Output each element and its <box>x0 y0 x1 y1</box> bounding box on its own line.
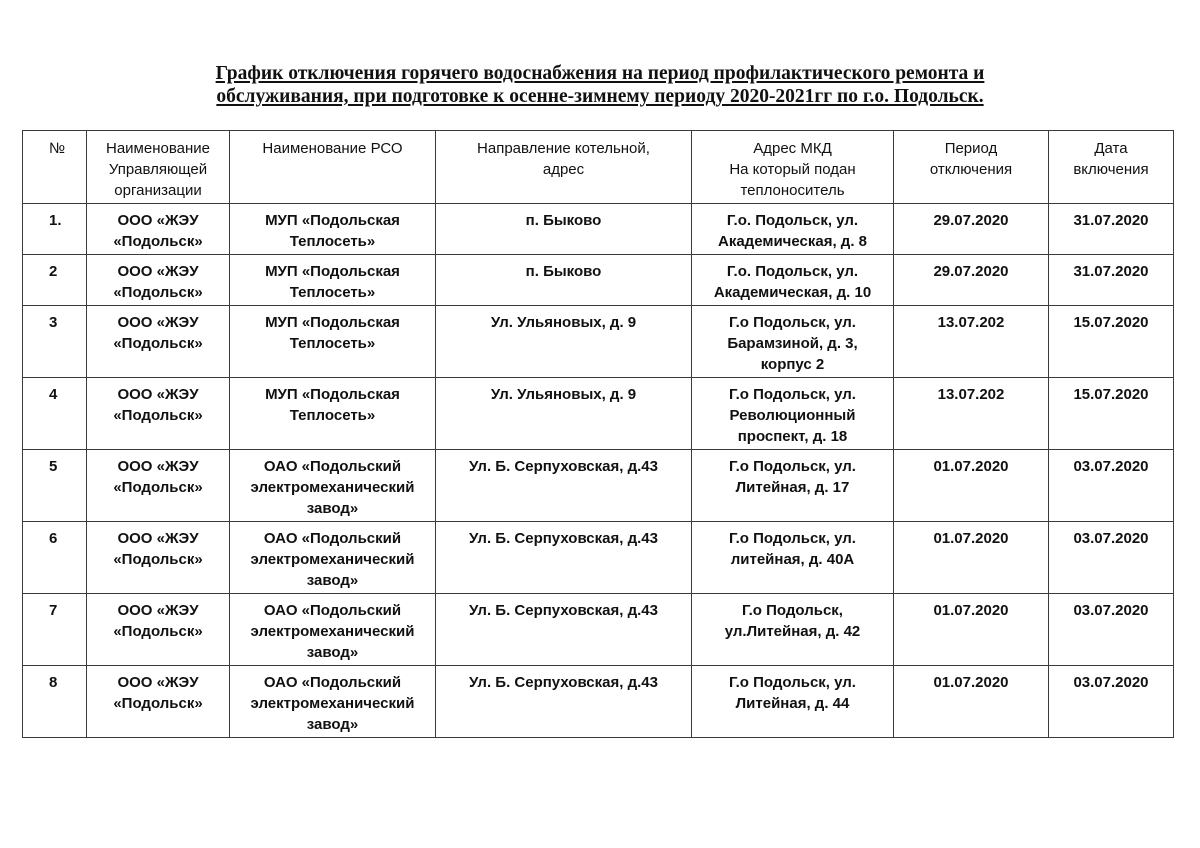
cell-line: Дата <box>1094 140 1128 157</box>
cell-line: литейная, д. 40А <box>730 551 855 568</box>
cell-line: завод» <box>306 572 359 589</box>
cell-line: Г.о Подольск, ул. <box>729 458 856 475</box>
cell-line: МУП «Подольская <box>265 263 400 280</box>
cell-date: 03.07.2020 <box>1049 666 1174 738</box>
cell-boiler <box>436 306 692 378</box>
cell-line: Наименование <box>106 140 210 157</box>
cell-line: Ул. Б. Серпуховская, д.43 <box>469 458 658 475</box>
cell-line: электромеханический <box>250 551 415 568</box>
table-header-row <box>23 131 1174 204</box>
cell-line: ОАО «Подольский <box>263 458 402 475</box>
cell-line: Ул. Ульяновых, д. 9 <box>490 314 637 331</box>
cell-address <box>692 594 894 666</box>
header-org <box>87 131 230 204</box>
cell-line: завод» <box>306 716 359 733</box>
cell-line: ул.Литейная, д. 42 <box>724 623 861 640</box>
cell-address <box>692 378 894 450</box>
cell-line: Г.о Подольск, <box>742 602 843 619</box>
cell-line: Направление котельной, <box>477 140 650 157</box>
cell-address <box>692 204 894 255</box>
cell-line: ООО «ЖЭУ <box>117 458 199 475</box>
cell-line: Академическая, д. 10 <box>713 284 872 301</box>
cell-date: 31.07.2020 <box>1049 204 1174 255</box>
cell-line: МУП «Подольская <box>265 314 400 331</box>
cell-line: организации <box>114 182 202 199</box>
cell-rso <box>230 450 436 522</box>
table-row <box>23 255 1174 306</box>
cell-rso <box>230 255 436 306</box>
table-row <box>23 204 1174 255</box>
cell-num: 5 <box>23 450 87 522</box>
cell-line: На который подан <box>729 161 856 178</box>
cell-org <box>87 594 230 666</box>
cell-line: Г.о. Подольск, ул. <box>726 212 859 229</box>
table-row <box>23 666 1174 738</box>
cell-line: МУП «Подольская <box>265 212 400 229</box>
cell-org <box>87 306 230 378</box>
cell-line: «Подольск» <box>113 284 203 301</box>
cell-line: электромеханический <box>250 695 415 712</box>
cell-num: 4 <box>23 378 87 450</box>
cell-line: «Подольск» <box>113 233 203 250</box>
cell-rso <box>230 666 436 738</box>
cell-line: п. Быково <box>525 212 602 229</box>
cell-date: 03.07.2020 <box>1049 522 1174 594</box>
cell-line: Г.о Подольск, ул. <box>729 314 856 331</box>
cell-line: Барамзиной, д. 3, <box>727 335 858 352</box>
cell-line: «Подольск» <box>113 479 203 496</box>
cell-boiler <box>436 594 692 666</box>
table-row <box>23 450 1174 522</box>
table-body <box>23 204 1174 738</box>
cell-num: 3 <box>23 306 87 378</box>
cell-line: отключения <box>929 161 1013 178</box>
cell-line: ООО «ЖЭУ <box>117 263 199 280</box>
cell-num: 6 <box>23 522 87 594</box>
cell-org <box>87 522 230 594</box>
header-address <box>692 131 894 204</box>
cell-num: 7 <box>23 594 87 666</box>
cell-line: Адрес МКД <box>753 140 832 157</box>
header-rso <box>230 131 436 204</box>
cell-line: «Подольск» <box>113 551 203 568</box>
cell-line: № <box>49 140 66 157</box>
header-boiler <box>436 131 692 204</box>
header-num <box>23 131 87 204</box>
cell-org <box>87 378 230 450</box>
cell-line: Наименование РСО <box>262 140 403 157</box>
cell-line: Литейная, д. 17 <box>735 479 850 496</box>
cell-line: Г.о Подольск, ул. <box>729 386 856 403</box>
cell-line: ООО «ЖЭУ <box>117 212 199 229</box>
cell-num: 8 <box>23 666 87 738</box>
cell-line: ОАО «Подольский <box>263 674 402 691</box>
cell-address <box>692 450 894 522</box>
cell-address <box>692 255 894 306</box>
cell-line: Период <box>944 140 998 157</box>
header-date <box>1049 131 1174 204</box>
cell-boiler <box>436 522 692 594</box>
cell-line: ОАО «Подольский <box>263 602 402 619</box>
cell-num: 1. <box>23 204 87 255</box>
cell-line: ООО «ЖЭУ <box>117 674 199 691</box>
cell-date: 15.07.2020 <box>1049 306 1174 378</box>
document-title <box>60 62 1140 108</box>
cell-date: 15.07.2020 <box>1049 378 1174 450</box>
cell-period: 13.07.202 <box>894 306 1049 378</box>
schedule-table <box>22 130 1174 738</box>
cell-line: корпус 2 <box>760 356 825 373</box>
cell-period: 29.07.2020 <box>894 255 1049 306</box>
cell-line: «Подольск» <box>113 623 203 640</box>
cell-address <box>692 522 894 594</box>
cell-line: ООО «ЖЭУ <box>117 314 199 331</box>
cell-line: Ул. Б. Серпуховская, д.43 <box>469 674 658 691</box>
cell-line: проспект, д. 18 <box>737 428 848 445</box>
cell-period: 29.07.2020 <box>894 204 1049 255</box>
cell-date: 03.07.2020 <box>1049 594 1174 666</box>
cell-period: 01.07.2020 <box>894 666 1049 738</box>
cell-line: Ул. Ульяновых, д. 9 <box>490 386 637 403</box>
cell-line: «Подольск» <box>113 407 203 424</box>
cell-address <box>692 666 894 738</box>
cell-num: 2 <box>23 255 87 306</box>
cell-line: «Подольск» <box>113 695 203 712</box>
cell-line: Теплосеть» <box>289 233 376 250</box>
cell-line: Г.о Подольск, ул. <box>729 674 856 691</box>
cell-period: 13.07.202 <box>894 378 1049 450</box>
cell-boiler <box>436 204 692 255</box>
cell-line: ОАО «Подольский <box>263 530 402 547</box>
cell-org <box>87 450 230 522</box>
title-line-1: График отключения горячего водоснабжения на период профилактического ремонта и <box>215 63 985 84</box>
cell-line: Теплосеть» <box>289 284 376 301</box>
cell-line: адрес <box>542 161 585 178</box>
cell-line: ООО «ЖЭУ <box>117 602 199 619</box>
cell-boiler <box>436 666 692 738</box>
title-line-2: обслуживания, при подготовке к осенне-зимнему периоду 2020-2021гг по г.о. Подольск. <box>216 86 984 107</box>
cell-period: 01.07.2020 <box>894 450 1049 522</box>
cell-line: Г.о Подольск, ул. <box>729 530 856 547</box>
cell-line: ООО «ЖЭУ <box>117 530 199 547</box>
cell-date: 31.07.2020 <box>1049 255 1174 306</box>
cell-line: Теплосеть» <box>289 407 376 424</box>
cell-rso <box>230 306 436 378</box>
cell-line: «Подольск» <box>113 335 203 352</box>
cell-rso <box>230 594 436 666</box>
cell-line: электромеханический <box>250 479 415 496</box>
cell-period: 01.07.2020 <box>894 522 1049 594</box>
cell-rso <box>230 378 436 450</box>
cell-address <box>692 306 894 378</box>
cell-line: ООО «ЖЭУ <box>117 386 199 403</box>
cell-line: завод» <box>306 500 359 517</box>
cell-line: Ул. Б. Серпуховская, д.43 <box>469 602 658 619</box>
cell-line: электромеханический <box>250 623 415 640</box>
cell-rso <box>230 522 436 594</box>
cell-rso <box>230 204 436 255</box>
cell-line: Ул. Б. Серпуховская, д.43 <box>469 530 658 547</box>
table-row <box>23 306 1174 378</box>
table-row <box>23 522 1174 594</box>
cell-boiler <box>436 255 692 306</box>
cell-line: включения <box>1073 161 1149 178</box>
cell-line: Литейная, д. 44 <box>735 695 850 712</box>
cell-line: Академическая, д. 8 <box>718 233 867 250</box>
cell-line: Управляющей <box>108 161 208 178</box>
cell-line: Теплосеть» <box>289 335 376 352</box>
cell-line: теплоноситель <box>740 182 845 199</box>
table-row <box>23 378 1174 450</box>
cell-org <box>87 255 230 306</box>
cell-line: завод» <box>306 644 359 661</box>
cell-line: Г.о. Подольск, ул. <box>726 263 859 280</box>
cell-date: 03.07.2020 <box>1049 450 1174 522</box>
cell-line: Революционный <box>729 407 856 424</box>
cell-period: 01.07.2020 <box>894 594 1049 666</box>
header-period <box>894 131 1049 204</box>
table-row <box>23 594 1174 666</box>
cell-line: п. Быково <box>525 263 602 280</box>
cell-line: МУП «Подольская <box>265 386 400 403</box>
cell-boiler <box>436 378 692 450</box>
cell-org <box>87 204 230 255</box>
cell-org <box>87 666 230 738</box>
cell-boiler <box>436 450 692 522</box>
